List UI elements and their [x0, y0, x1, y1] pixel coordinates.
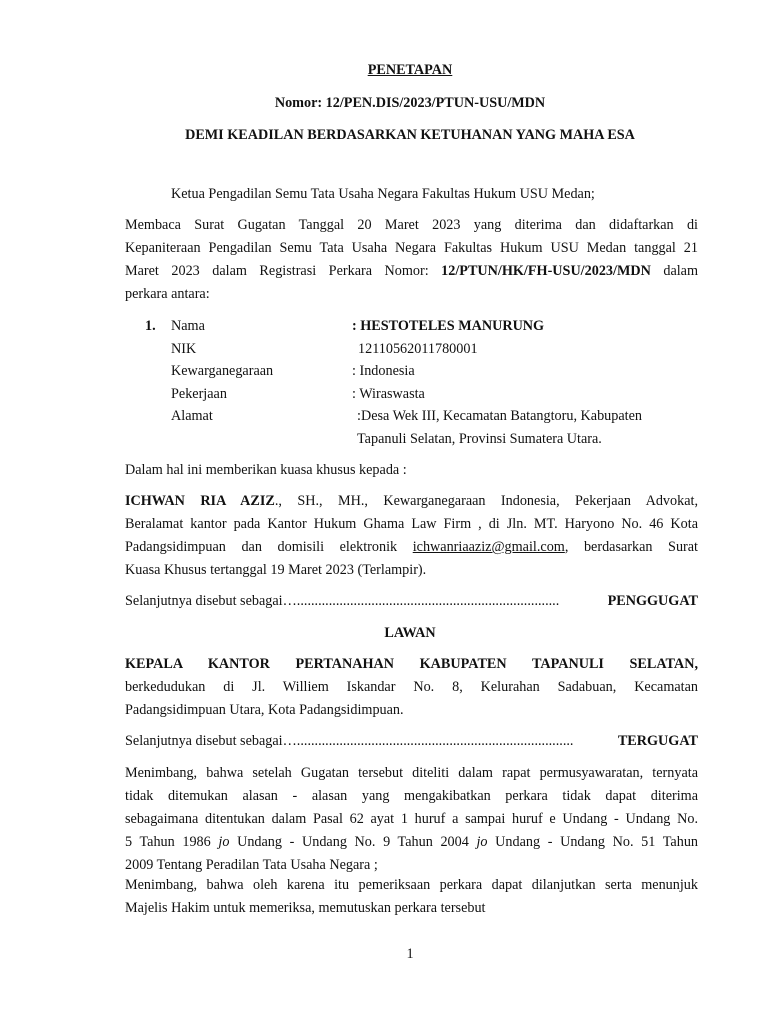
- intro-line: Ketua Pengadilan Semu Tata Usaha Negara Fakultas Hukum USU Medan;: [171, 186, 595, 202]
- paragraph-membaca: Membaca Surat Gugatan Tanggal 20 Maret 2023 yang diterima dan didaftarkan di Kepaniteraan Pengadilan Semu Tata Usaha Negara Fakultas Hukum USU Medan tanggal 21 Maret 2023 dalam Registrasi Perkara Nomor: 12/PTUN/HK/FH-USU/2023/MDN dalam perkara antara:: [125, 217, 699, 302]
- party-row-pekerjaan: Pekerjaan : Wiraswasta: [171, 385, 425, 402]
- party-row-kewarganegaraan: Kewarganegaraan : Indonesia: [171, 363, 415, 379]
- kuasa-intro: Dalam hal ini memberikan kuasa khusus kepada :: [125, 462, 407, 478]
- page-number: 1: [406, 946, 414, 962]
- paragraph-menimbang-1: Menimbang, bahwa setelah Gugatan tersebut diteliti dalam rapat permusyawaratan, ternyata tidak ditemukan alasan - alasan yang mengakibatkan perkara tidak dapat diterima sebagaimana ditentukan dalam Pasal 62 ayat 1 huruf a sampai huruf e Undang - Undang No. 5 Tahun 1986 jo Undang - Undang No. 9 Tahun 2004 jo Undang - Undang No. 51 Tahun 2009 Tentang Peradilan Tata Usaha Negara ;: [125, 765, 699, 873]
- penggugat-label: PENGGUGAT: [606, 590, 698, 613]
- party-row-alamat: Alamat :Desa Wek III, Kecamatan Batangtoru, Kabupaten: [171, 408, 642, 424]
- paragraph-kuasa: ICHWAN RIA AZIZ., SH., MH., Kewarganegaraan Indonesia, Pekerjaan Advokat, Beralamat kantor pada Kantor Hukum Ghama Law Firm , di Jln. MT. Haryono No. 46 Kota Padangsidimpuan dan domisili elektronik ichwanriaaziz@gmail.com, berdasarkan Surat Kuasa Khusus tertanggal 19 Maret 2023 (Terlampir).: [125, 493, 699, 578]
- attorney-name: ICHWAN RIA AZIZ: [125, 493, 275, 509]
- paragraph-menimbang-2: Menimbang, bahwa oleh karena itu pemeriksaan perkara dapat dilanjutkan serta menunjuk Majelis Hakim untuk memeriksa, memutuskan perkara tersebut: [125, 877, 698, 916]
- lawan-heading: LAWAN: [384, 625, 436, 641]
- penggugat-line: Selanjutnya disebut sebagai….......................................................................... PENGGUGAT: [125, 590, 698, 613]
- tergugat-label: TERGUGAT: [616, 730, 698, 753]
- party-row-nama: 1. Nama : HESTOTELES MANURUNG: [145, 315, 705, 338]
- document-title: PENETAPAN: [367, 62, 453, 78]
- party-row-alamat-continued: Tapanuli Selatan, Provinsi Sumatera Utara.: [357, 430, 602, 447]
- registration-number: 12/PTUN/HK/FH-USU/2023/MDN: [441, 263, 651, 279]
- document-number: Nomor: 12/PEN.DIS/2023/PTUN-USU/MDN: [274, 95, 546, 111]
- party-row-nik: NIK 12110562011780001: [171, 340, 478, 357]
- email-link[interactable]: ichwanriaaziz@gmail.com: [412, 539, 565, 555]
- heading-demi-keadilan: DEMI KEADILAN BERDASARKAN KETUHANAN YANG MAHA ESA: [185, 127, 635, 143]
- tergugat-line: Selanjutnya disebut sebagai….............................................................................. TERGUGAT: [125, 730, 698, 753]
- paragraph-tergugat-party: KEPALA KANTOR PERTANAHAN KABUPATEN TAPANULI SELATAN, berkedudukan di Jl. Williem Iskandar No. 8, Kelurahan Sadabuan, Kecamatan Padangsidimpuan Utara, Kota Padangsidimpuan.: [125, 656, 698, 718]
- party-identity-table: [145, 315, 705, 450]
- party-number: 1.: [145, 318, 156, 334]
